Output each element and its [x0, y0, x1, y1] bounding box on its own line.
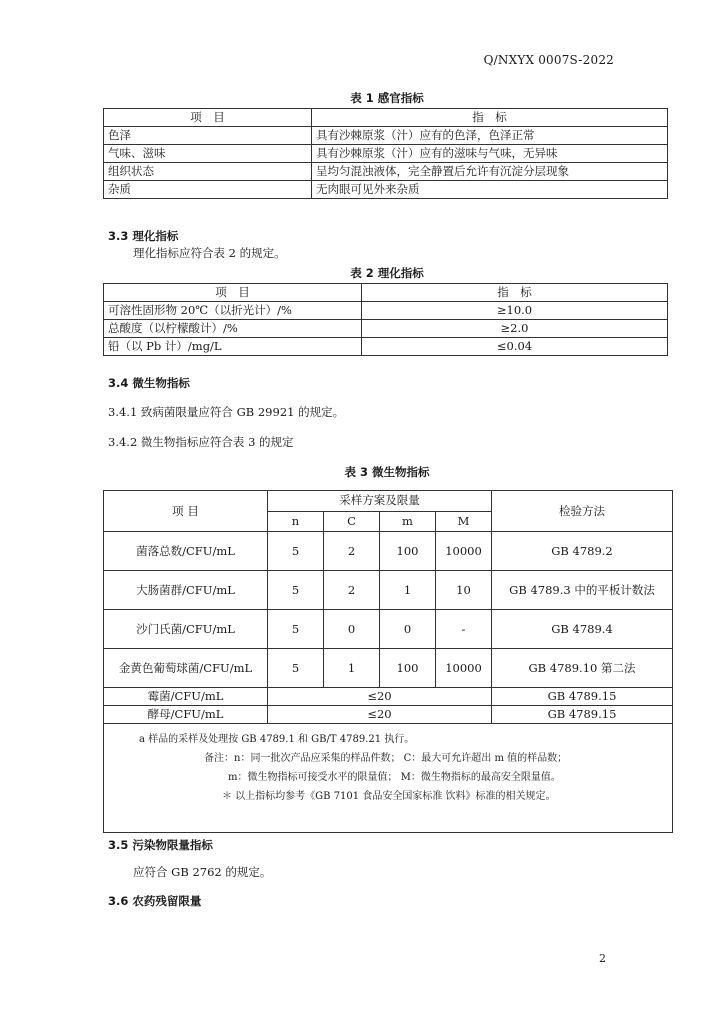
table-row	[104, 338, 668, 356]
table1-header-item: 项 目	[104, 109, 312, 127]
table-row	[104, 610, 673, 649]
page-number: 2	[599, 952, 606, 965]
table3-cell-M: 10	[436, 571, 492, 610]
table3-subheader-n: n	[268, 511, 324, 532]
table3-header-method: 检验方法	[492, 491, 673, 532]
section-3-4-2-text: 3.4.2 微生物指标应符合表 3 的规定	[108, 435, 294, 449]
table3-subheader-m: m	[380, 511, 436, 532]
table-row	[104, 145, 668, 163]
table3-cell-item: 大肠菌群/CFU/mL	[104, 571, 268, 610]
section-3-3-heading: 3.3 理化指标	[108, 229, 179, 243]
table3-cell-c: 2	[324, 532, 380, 571]
section-3-4-1-text: 3.4.1 致病菌限量应符合 GB 29921 的规定。	[108, 405, 345, 419]
section-3-5-text: 应符合 GB 2762 的规定。	[133, 865, 272, 879]
table3-cell-n: 5	[268, 571, 324, 610]
table3-cell-m: 100	[380, 532, 436, 571]
table1-cell-index: 具有沙棘原浆（汁）应有的色泽，色泽正常	[312, 127, 668, 145]
table2-cell-item: 可溶性固形物 20℃（以折光计）/%	[104, 302, 362, 320]
table3-caption: 表 3 微生物指标	[344, 465, 430, 479]
table3-cell-M: -	[436, 610, 492, 649]
table-row	[104, 320, 668, 338]
table2-caption: 表 2 理化指标	[350, 266, 424, 280]
table3-header-item: 项 目	[104, 491, 268, 532]
table3-note-4: ＊ 以上指标均参考《GB 7101 食品安全国家标准 饮料》标准的相关规定。	[222, 791, 556, 802]
table1-cell-item: 气味、滋味	[104, 145, 312, 163]
table-row	[104, 688, 673, 706]
table-row	[104, 532, 673, 571]
table-row	[104, 706, 673, 724]
section-3-6-heading: 3.6 农药残留限量	[108, 894, 202, 908]
table3-cell-item: 菌落总数/CFU/mL	[104, 532, 268, 571]
table3-cell-limit: ≤20	[268, 688, 492, 706]
table2-cell-index: ≥10.0	[362, 302, 668, 320]
table3-header-row	[104, 491, 673, 512]
table3-subheader-M: M	[436, 511, 492, 532]
table1-caption: 表 1 感官指标	[350, 91, 424, 105]
table1-cell-index: 具有沙棘原浆（汁）应有的滋味与气味，无异味	[312, 145, 668, 163]
section-3-3-text: 理化指标应符合表 2 的规定。	[133, 246, 286, 260]
table2-cell-item: 总酸度（以柠檬酸计）/%	[104, 320, 362, 338]
table2-physchem	[103, 283, 668, 356]
section-3-5-heading: 3.5 污染物限量指标	[108, 838, 213, 852]
table3-cell-M: 10000	[436, 649, 492, 688]
table3-note-2: 备注：n：同一批次产品应采集的样品件数； C：最大可允许超出 m 值的样品数；	[204, 753, 568, 764]
table3-cell-n: 5	[268, 610, 324, 649]
table1-sensory	[103, 108, 668, 199]
table2-header-item: 项 目	[104, 284, 362, 302]
table3-cell-m: 100	[380, 649, 436, 688]
table-row	[104, 571, 673, 610]
table1-cell-index: 无肉眼可见外来杂质	[312, 181, 668, 199]
table3-cell-method: GB 4789.3 中的平板计数法	[492, 571, 673, 610]
table3-cell-method: GB 4789.10 第二法	[492, 649, 673, 688]
table3-notes-row	[104, 724, 673, 833]
table3-cell-method: GB 4789.2	[492, 532, 673, 571]
table2-cell-item: 铅（以 Pb 计）/mg/L	[104, 338, 362, 356]
table3-cell-M: 10000	[436, 532, 492, 571]
table3-cell-item: 金黄色葡萄球菌/CFU/mL	[104, 649, 268, 688]
table-row	[104, 163, 668, 181]
table-row	[104, 649, 673, 688]
section-3-4-heading: 3.4 微生物指标	[108, 376, 190, 390]
table2-header-index: 指 标	[362, 284, 668, 302]
table3-cell-m: 0	[380, 610, 436, 649]
table3-cell-c: 1	[324, 649, 380, 688]
table1-cell-item: 杂质	[104, 181, 312, 199]
table3-header-sampling: 采样方案及限量	[268, 491, 492, 512]
table1-cell-item: 组织状态	[104, 163, 312, 181]
table3-subheader-c: C	[324, 511, 380, 532]
table3-cell-m: 1	[380, 571, 436, 610]
table1-header-row	[104, 109, 668, 127]
table-row	[104, 181, 668, 199]
table3-cell-n: 5	[268, 532, 324, 571]
table3-microbial	[103, 490, 673, 833]
table3-notes	[104, 724, 673, 833]
table3-cell-c: 2	[324, 571, 380, 610]
table3-cell-method: GB 4789.4	[492, 610, 673, 649]
table3-cell-limit: ≤20	[268, 706, 492, 724]
table3-cell-item: 酵母/CFU/mL	[104, 706, 268, 724]
table-row	[104, 127, 668, 145]
standard-number: Q/NXYX 0007S-2022	[483, 53, 614, 67]
table3-cell-item: 沙门氏菌/CFU/mL	[104, 610, 268, 649]
table3-note-1: a 样品的采样及处理按 GB 4789.1 和 GB/T 4789.21 执行。	[139, 734, 415, 745]
table3-cell-item: 霉菌/CFU/mL	[104, 688, 268, 706]
table1-cell-item: 色泽	[104, 127, 312, 145]
table3-cell-method: GB 4789.15	[492, 688, 673, 706]
table1-cell-index: 呈均匀混浊液体，完全静置后允许有沉淀分层现象	[312, 163, 668, 181]
table-row	[104, 302, 668, 320]
table3-cell-n: 5	[268, 649, 324, 688]
table3-cell-method: GB 4789.15	[492, 706, 673, 724]
table3-note-3: m：微生物指标可接受水平的限量值； M：微生物指标的最高安全限量值。	[228, 772, 561, 783]
table1-header-index: 指 标	[312, 109, 668, 127]
table3-cell-c: 0	[324, 610, 380, 649]
table2-cell-index: ≥2.0	[362, 320, 668, 338]
table2-header-row	[104, 284, 668, 302]
table2-cell-index: ≤0.04	[362, 338, 668, 356]
